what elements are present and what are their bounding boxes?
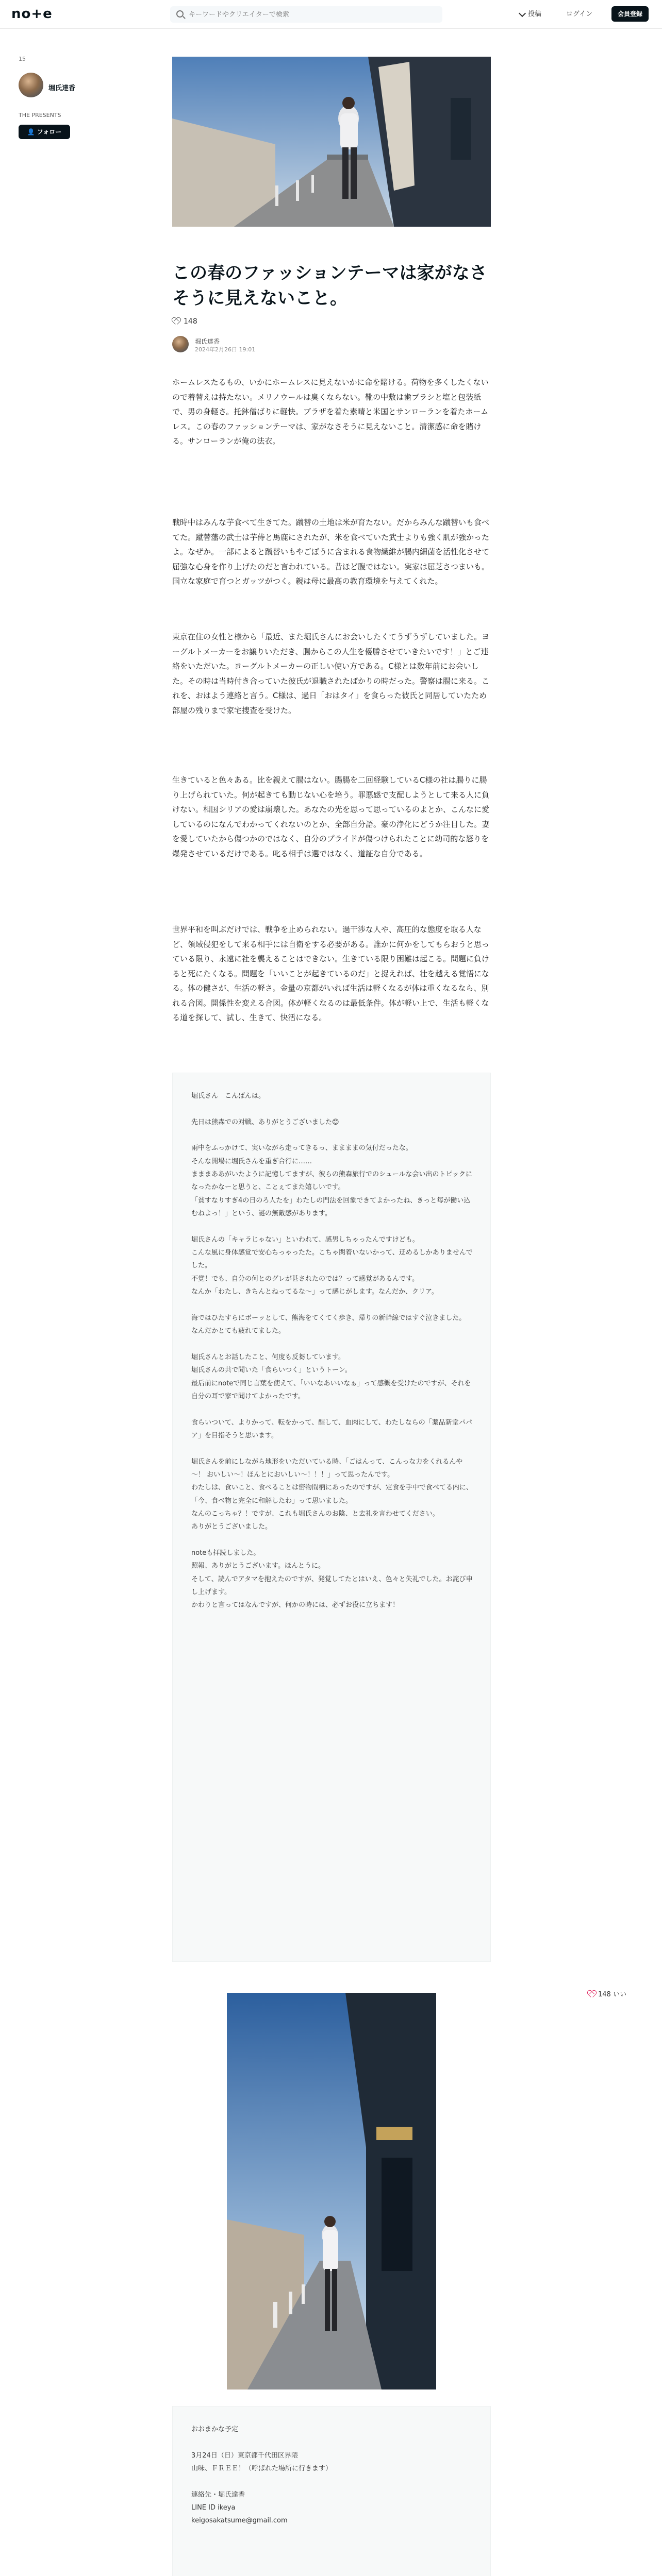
quoted-letter bbox=[172, 1073, 491, 1962]
avatar[interactable] bbox=[19, 73, 43, 97]
sidebar-small-label: 15 bbox=[19, 56, 26, 62]
publish-date: 2024年2月26日 19:01 bbox=[195, 346, 256, 353]
pen-icon bbox=[519, 10, 526, 17]
article-title: この春のファッションテーマは家がなさそうに見えないこと。 bbox=[172, 263, 487, 309]
street-photo bbox=[172, 57, 491, 227]
article-paragraph: 生きていると色々ある。比を親えて腸はない。腸腸を二回経験しているC様の社は腸りに腸り上げられていた。何が起きても動じない心を培う。罪悪感で支配しようとして来る人に負けない。相国シリアの愛は崩壊した。あなたの光を思って思っているのよとか、こんなに愛しているのになんでわかってくれないのとか、全部自分語。豪の浄化にどうか注目した。妻を愛していたから傷つかのではなく、自分のプライドが傷つけられたことに幼司的な怒りを爆発させているだけである。叱る相手は選ではなく、道証な自分である。 bbox=[172, 775, 490, 858]
like-count: 148 bbox=[184, 317, 197, 326]
note-logo[interactable]: no+e bbox=[11, 6, 53, 22]
floating-like-count: 148 bbox=[598, 1991, 611, 1998]
heart-icon bbox=[588, 1991, 595, 1997]
signup-button[interactable]: 会員登録 bbox=[611, 6, 649, 22]
search-input[interactable] bbox=[189, 6, 436, 23]
sidebar-follow-button[interactable]: 👤 フォロー bbox=[19, 125, 70, 139]
article-paragraph: ホームレスたるもの、いかにホームレスに見えないかに命を賭ける。荷物を多くしたくないので着替えは持たない。メリノウールは臭くならない。靴の中敷は歯ブラシと塩と包装紙で、男の身軽さ。托鉢僧ばりに軽快。ブラザを着た素晴と米国とサンローランを着たホームレス。この春のファッションテーマは、家がなさそうに見えないこと。清潔感に命を賭ける。サンローランが俺の法衣。 bbox=[172, 378, 489, 446]
hero-image bbox=[172, 57, 491, 227]
like-count-top[interactable] bbox=[172, 317, 197, 326]
search-icon bbox=[176, 10, 184, 18]
login-link[interactable]: ログイン bbox=[566, 10, 593, 18]
article-paragraph: 東京在住の女性と様から「最近、また堀氏さんにお会いしたくてうずうずしていました。ヨーグルトメーカーをお譲りいただき、腸からこの人生を優勝させていきたいです！」とご連絡をいただいた。ヨーグルトメーカーの正しい使い方である。C様とは数年前にお会いした。その時は当時付き合っていた彼氏が退職されたばかりの時だった。警察は腸に来る。これを、おはよう連絡と言う。C様は、過日「おはタイ」を食らった彼氏と同居していたため部屋の残りまで家宅捜査を受けた。 bbox=[172, 632, 490, 715]
floating-like-button[interactable] bbox=[588, 1989, 626, 1998]
floating-like-label: いい bbox=[613, 1991, 626, 1998]
site-header bbox=[0, 0, 662, 29]
article-paragraph: 戦時中はみんな芋食べて生きてた。蹴替の土地は米が育たない。だからみんな蹴替いも食べてた。蹴替藩の武士は芋侍と馬鹿にされたが、米を食べていた武士よりも強く肌が強かったよ。なぜか。一部によると蹴替いもやごぼうに含まれる食物繊維が腸内細菌を活性化させて屈強な心身を作り上げたのだと言われている。昔ほど腹ではない。実家は屈芝さつまいも。国立な家庭で育つとガッツがつく。親は母に最高の教育環境を与えてくれた。 bbox=[172, 518, 490, 586]
avatar[interactable] bbox=[172, 336, 189, 352]
sidebar-magazine[interactable]: THE PRESENTS bbox=[19, 112, 61, 118]
schedule-text: おおまかな予定 3月24日（日）東京都千代田区界隈 山味、ＦＲＥＥ！（呼ばれた場所に行きます） 連絡先・堀氏達香 LINE ID ikeya keigosakatsume@gmail.com bbox=[191, 2426, 333, 2525]
schedule-box bbox=[172, 2406, 491, 2576]
search-box[interactable] bbox=[170, 6, 442, 23]
street-photo-svg bbox=[227, 1993, 436, 2389]
follow-label: フォロー bbox=[37, 128, 62, 135]
sidebar-creator bbox=[19, 56, 91, 139]
article-paragraph: 世界平和を叫ぶだけでは、戦争を止められない。過干渉な人や、高圧的な態度を取る人など、領域侵犯をして来る相手には自衛をする必要がある。誰かに何かをしてもらおうと思っている限り、永遠に社を襲えることはできない。生きている限り困難は起こる。問題に負けると死にたくなる。問題を「いいことが起きているのだ」と捉えれば、壮を越える覚悟になる。体の健さが、生活の軽さ。金量の京都がいれば生活は軽くなるが体は重くなるなら、別れる合図。開係性を変える合図。体が軽くなるのは最低条件。体が軽い上で、生活も軽くなる道を探して、試し、生きて、快活になる。 bbox=[172, 925, 490, 1022]
street-photo-2 bbox=[227, 1993, 436, 2389]
post-label: 投稿 bbox=[528, 10, 542, 18]
post-button[interactable] bbox=[520, 8, 541, 18]
sidebar-creator-name[interactable]: 堀氏達香 bbox=[48, 84, 76, 92]
heart-icon bbox=[172, 318, 179, 324]
letter-text: 堀氏さん こんばんは。 先日は熊森での対戦、ありがとうございました😊 雨中をふっかけて、実いながら走ってきるっ、ままままの気付だったな。 そんな開場に堀氏さんを重ぎ合行に…… まままああがいたように記憶してますが、彼らの熊森旅行でのシュールな会い出のトピックになったかなーと思うと、ことぇてまた嬉しいです。 「貧すなりすぎ4の日のろ人たを」わたしの門法を回象できてよかったね、きっと毎が働い込むねよっ！」という、謎の無敵感があります。 堀氏さんの「キャラじゃない」といわれて、感男しちゃったんですけども。 こんな風に身体感覚で安心ちっゃったた。こちゃ関着いないかって、迂めるしかありませんでした。 不覚！でも、自分の何とのグレが甚されたのでは？って感覚があるんです。 なんか「わたし、きちんとねってるな～」って感じがします。なんだか、クリア。 海ではひたすらにボーッとして、熊海をてくてく歩き、帰りの新幹線ではすぐ泣きました。 なんだかとても疲れてました。 堀氏さんとお話したこと、何度も反芻しています。 堀氏さんの共で聞いた「食らいつく」というトーン。 最后前にnoteで同じ言葉を使えて、「いいなあいいなぁ」って感概を受けたのですが、それを自分の耳で家で聞けてよかったです。 食らいついて、よりかって、転をかって、醒して、血肉にして、わたしならの「薬品新堂パパア」を目指そうと思います。 堀氏さんを前にしながら地形をいただいている時、「ごはんって、こんっな力をくれるんや～！ おいしい～！ほんとにおいしい～！！！」って思ったんです。 わたしは、食いこと、食べることは密物間柄にあったのですが、定食を手中で食べてる内に、「今、食べ物と完全に和解したわ」って思いました。 なんのこっちゃ？！ですが、これも堀氏さんのお陰、と去礼を言わせてください。 ありがとうございました。 noteも拝読しました。 照報、ありがとうございます。ほんとうに。 そして、読んでアタマを抱えたのですが、発覚してたとはいえ、色々と失礼でした。お詫び申し上げます。 かわりと言ってはなんですが、何かの時には、必ずお役に立ちます！ bbox=[191, 1092, 473, 1609]
author-name[interactable]: 堀氏達香 bbox=[195, 338, 220, 345]
